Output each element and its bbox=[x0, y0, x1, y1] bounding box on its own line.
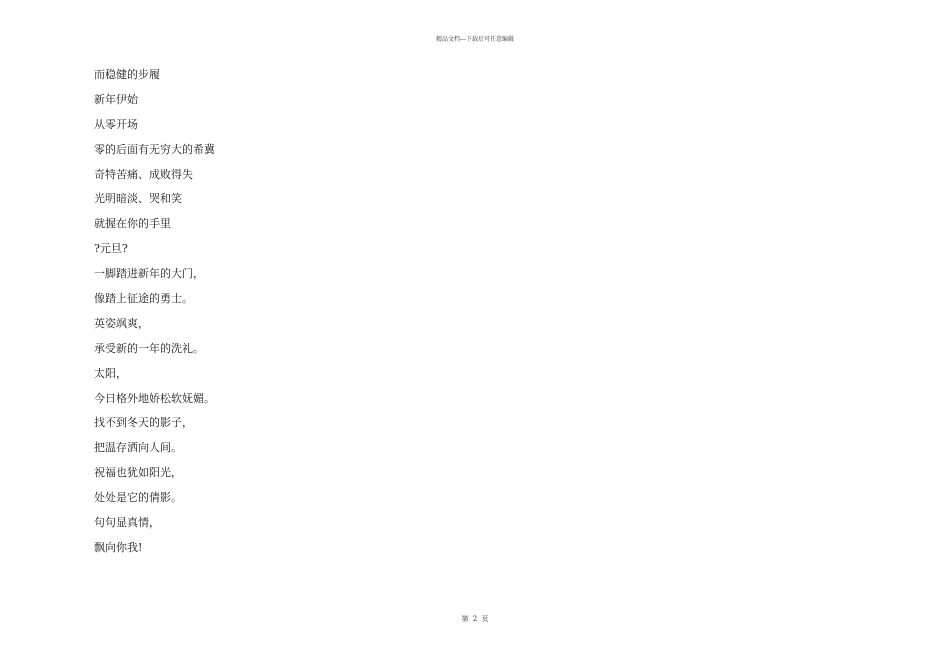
poem-line: 英姿飒爽， bbox=[94, 316, 149, 330]
poem-line: 新年伊始 bbox=[94, 92, 138, 106]
poem-line: 一脚踏进新年的大门， bbox=[94, 267, 204, 281]
poem-line: 句句显真情， bbox=[94, 516, 160, 530]
poem-line: 奇特苦痛、成败得失 bbox=[94, 167, 193, 181]
poem-line: 把温存洒向人间。 bbox=[94, 441, 182, 455]
poem-line: 飘向你我! bbox=[94, 540, 143, 554]
poem-line: 零的后面有无穷大的希冀 bbox=[94, 142, 215, 156]
poem-title: ?元旦? bbox=[94, 242, 128, 256]
poem-line: 就握在你的手里 bbox=[94, 217, 171, 231]
poem-line: 太阳， bbox=[94, 366, 127, 380]
poem-line: 而稳健的步履 bbox=[94, 68, 160, 81]
poem-line: 祝福也犹如阳光， bbox=[94, 466, 182, 480]
page-header: 精品文档---下载后可任意编辑 bbox=[435, 36, 515, 43]
poem-line: 像踏上征途的勇士。 bbox=[94, 292, 193, 306]
poem-line: 今日格外地娇松软妩媚。 bbox=[94, 391, 215, 405]
poem-line: 从零开场 bbox=[94, 117, 138, 131]
poem-line: 找不到冬天的影子， bbox=[94, 416, 193, 430]
page-number: 第 2 页 bbox=[461, 615, 489, 623]
poem-line: 承受新的一年的洗礼。 bbox=[94, 341, 204, 355]
poem-line: 处处是它的倩影。 bbox=[94, 491, 182, 505]
poem-body bbox=[94, 66, 215, 564]
poem-line: 光明暗淡、哭和笑 bbox=[94, 192, 182, 206]
